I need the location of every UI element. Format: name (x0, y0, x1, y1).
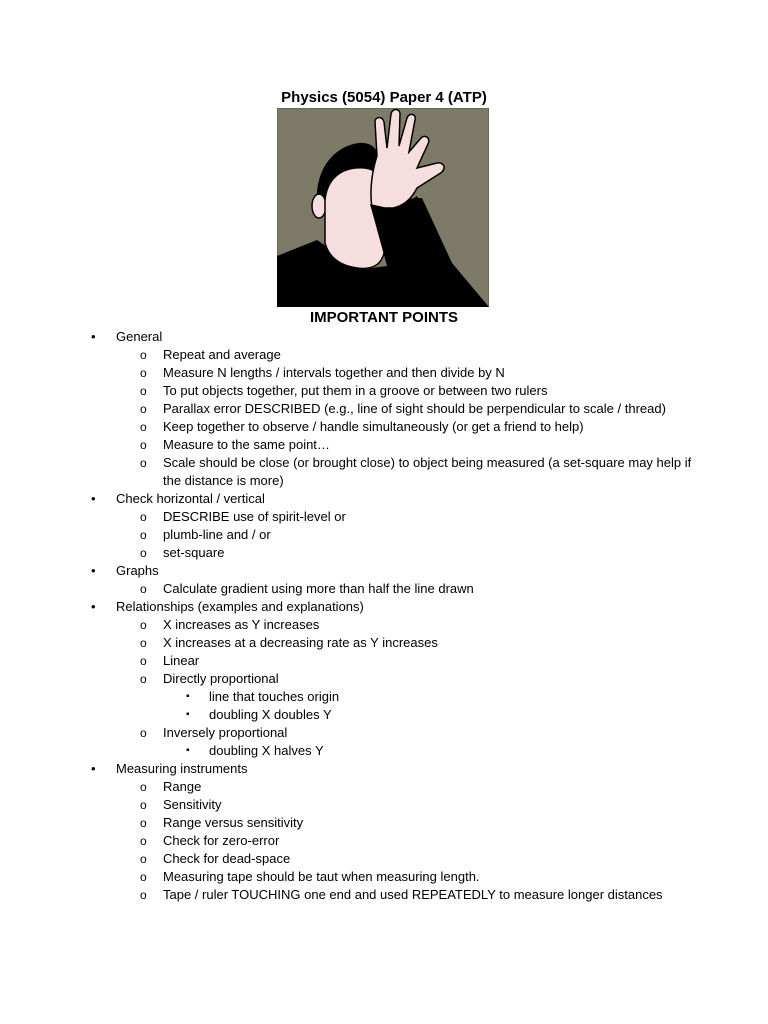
point-text: Tape / ruler TOUCHING one end and used REPEATEDLY to measure longer distances (163, 887, 663, 902)
list-item-level1 (0, 562, 768, 598)
list-item-level2 (0, 778, 768, 796)
sub-list (0, 580, 768, 598)
list-item-level1 (0, 490, 768, 562)
list-item-level3 (0, 688, 768, 706)
point-text: X increases as Y increases (163, 617, 320, 632)
point-text: Parallax error DESCRIBED (e.g., line of sight should be perpendicular to scale / thread) (163, 401, 666, 416)
point-text: Inversely proportional (163, 725, 288, 740)
section-label: Measuring instruments (116, 761, 248, 776)
bullet-circle: o (140, 510, 147, 524)
sub-list (0, 346, 768, 490)
bullet-circle: o (140, 780, 147, 794)
sub-sub-list (0, 688, 768, 724)
sub-point-text: doubling X halves Y (209, 743, 324, 758)
point-text: Linear (163, 653, 200, 668)
list-item-level1 (0, 760, 768, 904)
point-text: Measure to the same point… (163, 437, 330, 452)
list-item-level2 (0, 382, 768, 400)
bullet-circle: o (140, 366, 147, 380)
list-item-level2 (0, 616, 768, 634)
point-text: Calculate gradient using more than half the line drawn (163, 581, 474, 596)
bullet-square: ▪ (186, 691, 190, 702)
bullet-circle: o (140, 654, 147, 668)
point-text: Measuring tape should be taut when measuring length. (163, 869, 480, 884)
point-text: DESCRIBE use of spirit-level or (163, 509, 346, 524)
bullet-circle: o (140, 672, 147, 686)
point-text: set-square (163, 545, 225, 560)
list-item-level2 (0, 724, 768, 760)
point-text: Range versus sensitivity (163, 815, 304, 830)
bullet-square: ▪ (186, 709, 190, 720)
bullet-circle: o (140, 816, 147, 830)
list-item-level2 (0, 346, 768, 364)
point-text: Repeat and average (163, 347, 281, 362)
bullet-circle: o (140, 348, 147, 362)
sub-list (0, 778, 768, 904)
list-item-level3 (0, 742, 768, 760)
point-text: To put objects together, put them in a groove or between two rulers (163, 383, 548, 398)
bullet-square: ▪ (186, 745, 190, 756)
sub-list (0, 508, 768, 562)
list-item-level2 (0, 544, 768, 562)
bullet-circle: o (140, 402, 147, 416)
bullet-circle: o (140, 852, 147, 866)
point-text: Check for zero-error (163, 833, 280, 848)
section-heading: IMPORTANT POINTS (309, 309, 459, 326)
list-item-level2 (0, 670, 768, 724)
point-text: Keep together to observe / handle simultaneously (or get a friend to help) (163, 419, 584, 434)
point-text: Scale should be close (or brought close) to object being measured (a set-square may help if the distance is more) (163, 455, 692, 488)
bullet-circle: o (140, 798, 147, 812)
facepalm-illustration (277, 108, 489, 307)
list-item-level2 (0, 850, 768, 868)
list-item-level2 (0, 508, 768, 526)
bullet-disc: • (91, 761, 96, 776)
point-text: Measure N lengths / intervals together and then divide by N (163, 365, 505, 380)
sub-sub-list (0, 742, 768, 760)
point-text: Check for dead-space (163, 851, 291, 866)
bullet-disc: • (91, 599, 96, 614)
section-label: Graphs (116, 563, 159, 578)
bullet-circle: o (140, 546, 147, 560)
list-item-level2 (0, 652, 768, 670)
list-item-level2 (0, 526, 768, 544)
list-item-level2 (0, 868, 768, 886)
point-text: X increases at a decreasing rate as Y increases (163, 635, 438, 650)
bullet-circle: o (140, 834, 147, 848)
bullet-disc: • (91, 329, 96, 344)
bullet-circle: o (140, 870, 147, 884)
bullet-disc: • (91, 491, 96, 506)
list-item-level2 (0, 634, 768, 652)
bullet-circle: o (140, 438, 147, 452)
bullet-circle: o (140, 618, 147, 632)
bullet-circle: o (140, 582, 147, 596)
page-title: Physics (5054) Paper 4 (ATP) (281, 89, 487, 106)
sub-list (0, 616, 768, 760)
bullet-circle: o (140, 456, 147, 470)
point-text: Sensitivity (163, 797, 222, 812)
bullet-circle: o (140, 528, 147, 542)
sub-point-text: doubling X doubles Y (209, 707, 332, 722)
list-item-level2 (0, 886, 768, 904)
list-item-level2 (0, 796, 768, 814)
list-item-level2 (0, 436, 768, 454)
point-text: Directly proportional (163, 671, 279, 686)
ear-shape (312, 194, 326, 218)
important-points-list (0, 328, 768, 904)
bullet-circle: o (140, 384, 147, 398)
list-item-level1 (0, 598, 768, 760)
list-item-level2 (0, 814, 768, 832)
list-item-level2 (0, 580, 768, 598)
list-item-level2 (0, 364, 768, 382)
list-item-level2 (0, 400, 768, 418)
section-label: Check horizontal / vertical (116, 491, 265, 506)
bullet-circle: o (140, 888, 147, 902)
point-text: plumb-line and / or (163, 527, 271, 542)
bullet-circle: o (140, 420, 147, 434)
section-label: General (116, 329, 163, 344)
section-label: Relationships (examples and explanations) (116, 599, 364, 614)
point-text: Range (163, 779, 202, 794)
bullet-circle: o (140, 726, 147, 740)
list-item-level2 (0, 418, 768, 436)
bullet-disc: • (91, 563, 96, 578)
list-item-level2 (0, 832, 768, 850)
list-item-level3 (0, 706, 768, 724)
bullet-circle: o (140, 636, 147, 650)
sub-point-text: line that touches origin (209, 689, 340, 704)
list-item-level1 (0, 328, 768, 490)
list-item-level2 (0, 454, 768, 490)
